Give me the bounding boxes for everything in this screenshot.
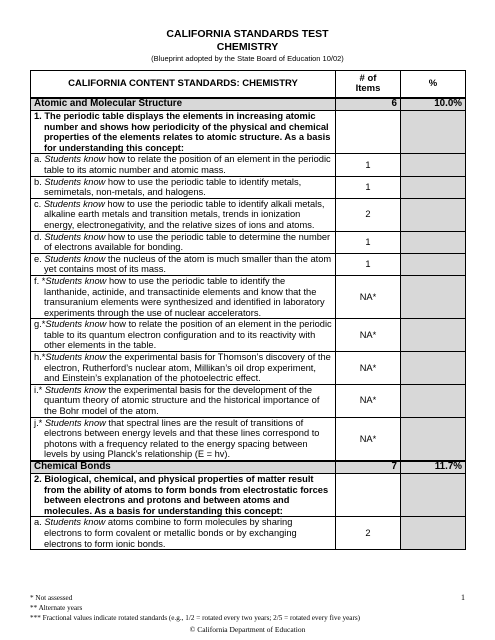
standard-percent: [401, 275, 466, 318]
standard-students-know: Students know: [44, 176, 106, 187]
standard-students-know: Students know: [44, 417, 106, 428]
standard-description: how to use the periodic table to identify alkali metals, alkaline earth metals and transition metals, trends in ionization energy, electronegativity, and the relative sizes of ions and atoms.: [44, 198, 325, 230]
standard-text: [34, 232, 332, 253]
section-name: Chemical Bonds: [31, 461, 336, 474]
standard-prefix: h.*: [34, 352, 46, 363]
standard-text: [34, 385, 332, 417]
footnote-not-assessed: * Not assessed: [30, 594, 73, 602]
standard-text: [34, 276, 332, 318]
standard-row: [31, 275, 466, 318]
standard-intro-row: [31, 111, 466, 154]
standard-text: [34, 517, 332, 549]
standard-percent: [401, 154, 466, 176]
standard-row: [31, 253, 466, 275]
section-name: Atomic and Molecular Structure: [31, 98, 336, 111]
standard-text-cell: [31, 176, 336, 198]
standard-text-cell: [31, 198, 336, 231]
standard-text-cell: [31, 352, 336, 385]
standard-students-know: Students know: [45, 319, 107, 330]
standard-description: how to relate the position of an element in the periodic table to its atomic number and atomic mass.: [44, 154, 331, 175]
standard-row: [31, 198, 466, 231]
standard-description: the nucleus of the atom is much smaller than the atom yet contains most of its mass.: [44, 253, 332, 275]
standard-item-count: NA*: [336, 275, 401, 318]
copyright: © California Department of Education: [189, 625, 306, 634]
footnote-fractional-values: *** Fractional values indicate rotated standards (e.g., 1/2 = rotated every two years; 2/5 = rotated every five years): [30, 614, 361, 622]
standard-prefix: d.: [34, 231, 45, 242]
standard-prefix: j.*: [34, 417, 45, 428]
standard-text: [34, 177, 332, 198]
standard-item-count: 1: [336, 253, 401, 275]
standard-percent: [401, 253, 466, 275]
standard-row: [31, 352, 466, 385]
standard-item-count: 1: [336, 231, 401, 253]
standard-intro-percent: [401, 111, 466, 154]
standard-prefix: c.: [34, 198, 44, 209]
standard-row: [31, 417, 466, 461]
standard-intro-text: 2. Biological, chemical, and physical properties of matter result from the ability of atoms to form bonds from electrostatic forces between electrons and protons and between atoms and molecules. As a basis for understanding this concept:: [34, 474, 329, 516]
section-item-count: 6: [336, 98, 401, 111]
standard-description: how to use the periodic table to determine the number of electrons available for bonding.: [44, 231, 331, 253]
document-note: (Blueprint adopted by the State Board of Education 10/02): [151, 54, 344, 63]
standard-text-cell: [31, 231, 336, 253]
column-header-items-line2: Items: [355, 83, 381, 94]
standard-item-count: NA*: [336, 319, 401, 352]
standard-students-know: Students know: [45, 275, 107, 286]
standard-intro-cell: [31, 111, 336, 154]
table-header-row: [31, 71, 466, 99]
standard-students-know: Students know: [44, 384, 106, 395]
standard-prefix: g.*: [34, 319, 46, 330]
standard-text: [34, 319, 332, 351]
standard-row: [31, 154, 466, 176]
standard-row: [31, 176, 466, 198]
standard-row: [31, 517, 466, 550]
standard-item-count: 1: [336, 176, 401, 198]
standard-text-cell: [31, 517, 336, 550]
page-number: 1: [461, 593, 465, 602]
standard-item-count: 2: [336, 198, 401, 231]
standard-description: how to use the periodic table to identify metals, semimetals, non-metals, and halogens.: [44, 176, 302, 198]
standard-students-know: Students know: [45, 352, 107, 363]
standard-text: [34, 154, 332, 175]
standard-description: how to use the periodic table to identify the lanthanide, actinide, and transactinide elements and know that the transuranium elements were synthesized and identified in laboratory experiments through the use of nuclear accelerators.: [44, 275, 325, 318]
standard-item-count: 1: [336, 154, 401, 176]
standard-prefix: a.: [34, 154, 45, 165]
standard-students-know: Students know: [44, 517, 106, 528]
standard-text-cell: [31, 253, 336, 275]
standard-item-count: NA*: [336, 384, 401, 417]
standard-item-count: 2: [336, 517, 401, 550]
standard-intro-percent: [401, 474, 466, 517]
standard-description: the experimental basis for Thomson’s discovery of the electron, Rutherford’s nuclear atom, Millikan’s oil drop experiment, and Einstein’s explanation of the photoelectric effect.: [44, 352, 331, 384]
standard-description: the experimental basis for the development of the quantum theory of atomic structure and the historical importance of the Bohr model of the atom.: [44, 384, 320, 417]
standard-students-know: Students know: [44, 253, 106, 264]
standard-description: that spectral lines are the result of transitions of electrons between energy levels and that these lines correspond to photons with a frequency related to the energy spacing between levels by using Planck’s relationship (E = hv).: [44, 417, 320, 460]
standard-intro-count: [336, 111, 401, 154]
standard-percent: [401, 231, 466, 253]
standard-text-cell: [31, 417, 336, 461]
standard-percent: [401, 517, 466, 550]
standard-text: [34, 199, 332, 231]
standard-percent: [401, 176, 466, 198]
standard-item-count: NA*: [336, 352, 401, 385]
standard-text: [34, 352, 332, 384]
section-row: [31, 461, 466, 474]
standard-students-know: Students know: [44, 154, 106, 165]
standard-text-cell: [31, 384, 336, 417]
standard-prefix: a.: [34, 517, 45, 528]
column-header-items: [336, 71, 401, 99]
section-row: [31, 98, 466, 111]
document-title: CALIFORNIA STANDARDS TEST: [166, 28, 329, 40]
standard-intro-cell: [31, 474, 336, 517]
standard-percent: [401, 384, 466, 417]
standard-item-count: NA*: [336, 417, 401, 461]
standard-description: how to relate the position of an element in the periodic table to its quantum electron configuration and to its reactivity with other elements in the table.: [44, 319, 332, 351]
document-subject: CHEMISTRY: [216, 41, 279, 53]
standard-text: [34, 418, 332, 460]
standards-table: [30, 70, 466, 550]
standard-row: [31, 319, 466, 352]
standard-row: [31, 384, 466, 417]
standard-prefix: e.: [34, 253, 45, 264]
standard-percent: [401, 319, 466, 352]
column-header-standards: CALIFORNIA CONTENT STANDARDS: CHEMISTRY: [31, 71, 336, 99]
footnote-alternate-years: ** Alternate years: [30, 604, 83, 612]
column-header-items-line1: # of: [359, 73, 377, 84]
standard-text-cell: [31, 275, 336, 318]
standard-prefix: f. *: [34, 275, 46, 286]
standard-intro-text: 1. The periodic table displays the elements in increasing atomic number and shows how periodicity of the physical and chemical properties of the elements relates to atomic structure. As a basis for understanding this concept:: [34, 111, 331, 153]
section-item-count: 7: [336, 461, 401, 474]
standard-intro-row: [31, 474, 466, 517]
standard-description: atoms combine to form molecules by sharing electrons to form covalent or metallic bonds or by exchanging electrons to form ionic bonds.: [44, 517, 297, 549]
standard-percent: [401, 198, 466, 231]
standard-percent: [401, 417, 466, 461]
standard-text-cell: [31, 154, 336, 176]
standard-text-cell: [31, 319, 336, 352]
standard-prefix: b.: [34, 176, 45, 187]
section-percent: 10.0%: [401, 98, 466, 111]
column-header-percent: %: [401, 71, 466, 99]
standard-students-know: Students know: [43, 198, 105, 209]
standard-percent: [401, 352, 466, 385]
standard-text: [34, 254, 332, 275]
standard-students-know: Students know: [44, 231, 106, 242]
section-percent: 11.7%: [401, 461, 466, 474]
standard-intro-count: [336, 474, 401, 517]
standard-prefix: i.*: [34, 384, 45, 395]
standard-row: [31, 231, 466, 253]
